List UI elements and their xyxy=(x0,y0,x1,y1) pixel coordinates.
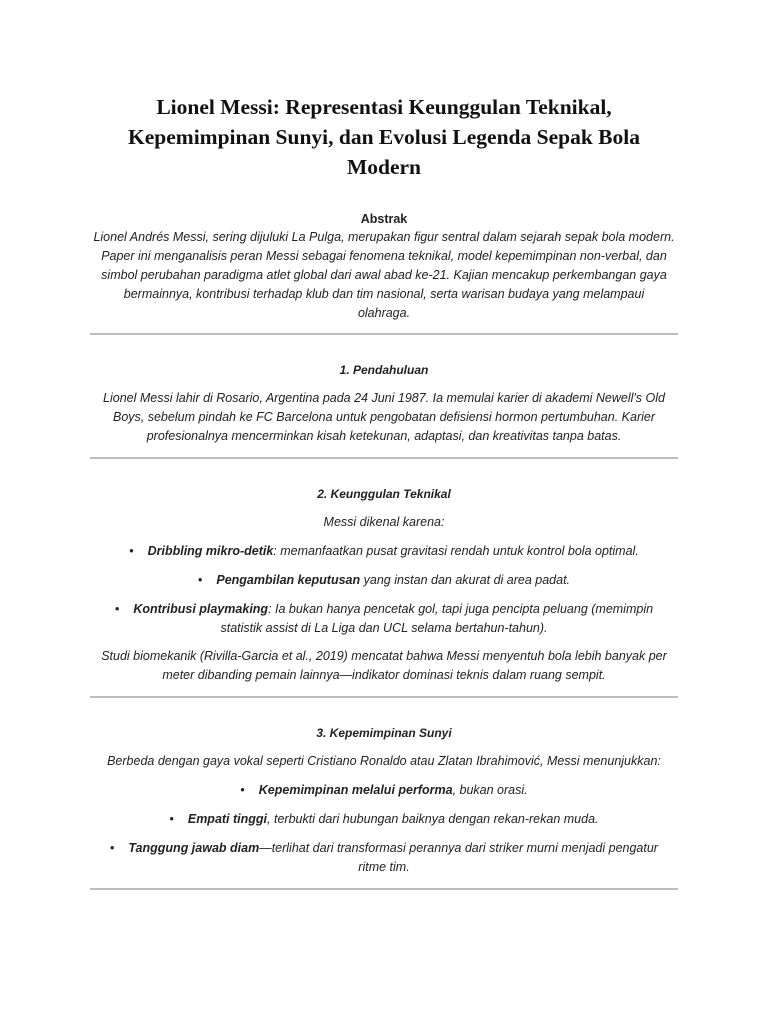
abstract-line: simbol perubahan paradigma atlet global dari awal abad ke-21. Kajian mencakup perkembangan gaya xyxy=(101,268,667,282)
list-item xyxy=(90,781,678,800)
abstract-line: bermainnya, kontribusi terhadap klub dan tim nasional, serta warisan budaya yang melampaui xyxy=(123,287,645,301)
title-line-2: Kepemimpinan Sunyi, dan Evolusi Legenda Sepak Bola xyxy=(128,125,640,149)
bullet-term: Tanggung jawab diam xyxy=(128,841,260,855)
bullet-term: Pengambilan keputusan xyxy=(216,573,361,587)
bullet-term: Kontribusi playmaking xyxy=(133,602,269,616)
bullet-term: Empati tinggi xyxy=(187,812,268,826)
bullet-text: , terbukti dari hubungan baiknya dengan rekan-rekan muda. xyxy=(267,812,599,826)
paper-title xyxy=(90,92,678,182)
section-divider xyxy=(90,888,678,890)
section-paragraph xyxy=(90,389,678,446)
bullet-text: —terlihat dari transformasi perannya dari striker murni menjadi pengatur xyxy=(259,841,658,855)
abstract-heading: Abstrak xyxy=(360,212,408,226)
bullet-icon: • xyxy=(129,544,134,558)
bullet-text: : Ia bukan hanya pencetak gol, tapi juga pencipta peluang (memimpin xyxy=(268,602,654,616)
paragraph-line: Boys, sebelum pindah ke FC Barcelona untuk pengobatan defisiensi hormon pertumbuhan. Karier xyxy=(113,410,655,424)
bullet-icon: • xyxy=(169,812,174,826)
bullet-term: Dribbling mikro-detik xyxy=(147,544,274,558)
bullet-list xyxy=(90,542,678,638)
abstract-line: Lionel Andrés Messi, sering dijuluki La Pulga, merupakan figur sentral dalam sejarah sepak bola modern. xyxy=(93,230,675,244)
list-item xyxy=(90,571,678,590)
section-intro: Berbeda dengan gaya vokal seperti Cristiano Ronaldo atau Zlatan Ibrahimović, Messi menunjukkan: xyxy=(107,754,661,768)
abstract-line: olahraga. xyxy=(357,306,411,320)
section-paragraph xyxy=(90,647,678,685)
section-divider xyxy=(90,333,678,335)
title-line-1: Lionel Messi: Representasi Keunggulan Teknikal, xyxy=(156,95,612,119)
document-content xyxy=(90,92,678,890)
bullet-text: yang instan dan akurat di area padat. xyxy=(360,573,571,587)
section-heading-keunggulan-teknikal: 2. Keunggulan Teknikal xyxy=(317,487,451,501)
paragraph-line: profesionalnya mencerminkan kisah ketekunan, adaptasi, dan kreativitas tanpa batas. xyxy=(146,429,622,443)
bullet-text: , bukan orasi. xyxy=(452,783,528,797)
list-item xyxy=(90,810,678,829)
section-divider xyxy=(90,696,678,698)
bullet-text: : memanfaatkan pusat gravitasi rendah untuk kontrol bola optimal. xyxy=(273,544,639,558)
section-heading-kepemimpinan-sunyi: 3. Kepemimpinan Sunyi xyxy=(316,726,452,740)
title-line-3: Modern xyxy=(346,155,422,179)
bullet-text-continued: ritme tim. xyxy=(358,860,410,874)
list-item xyxy=(90,600,678,638)
list-item xyxy=(90,542,678,561)
paragraph-line: meter dibanding pemain lainnya—indikator dominasi teknis dalam ruang sempit. xyxy=(162,668,606,682)
section-intro: Messi dikenal karena: xyxy=(323,515,445,529)
bullet-text-continued: statistik assist di La Liga dan UCL selama bertahun-tahun). xyxy=(220,621,548,635)
abstract-line: Paper ini menganalisis peran Messi sebagai fenomena teknikal, model kepemimpinan non-verbal, dan xyxy=(101,249,667,263)
abstract-body xyxy=(90,228,678,323)
bullet-icon: • xyxy=(240,783,245,797)
section-divider xyxy=(90,457,678,459)
bullet-icon: • xyxy=(114,602,120,616)
bullet-icon: • xyxy=(197,573,203,587)
paragraph-line: Lionel Messi lahir di Rosario, Argentina pada 24 Juni 1987. Ia memulai karier di akademi Newell's Old xyxy=(103,391,665,405)
list-item xyxy=(90,839,678,877)
paragraph-line: Studi biomekanik (Rivilla-Garcia et al., 2019) mencatat bahwa Messi menyentuh bola lebih banyak per xyxy=(101,649,667,663)
bullet-icon: • xyxy=(110,841,115,855)
bullet-list xyxy=(90,781,678,877)
section-heading-pendahuluan: 1. Pendahuluan xyxy=(339,363,429,377)
bullet-term: Kepemimpinan melalui performa xyxy=(258,783,453,797)
